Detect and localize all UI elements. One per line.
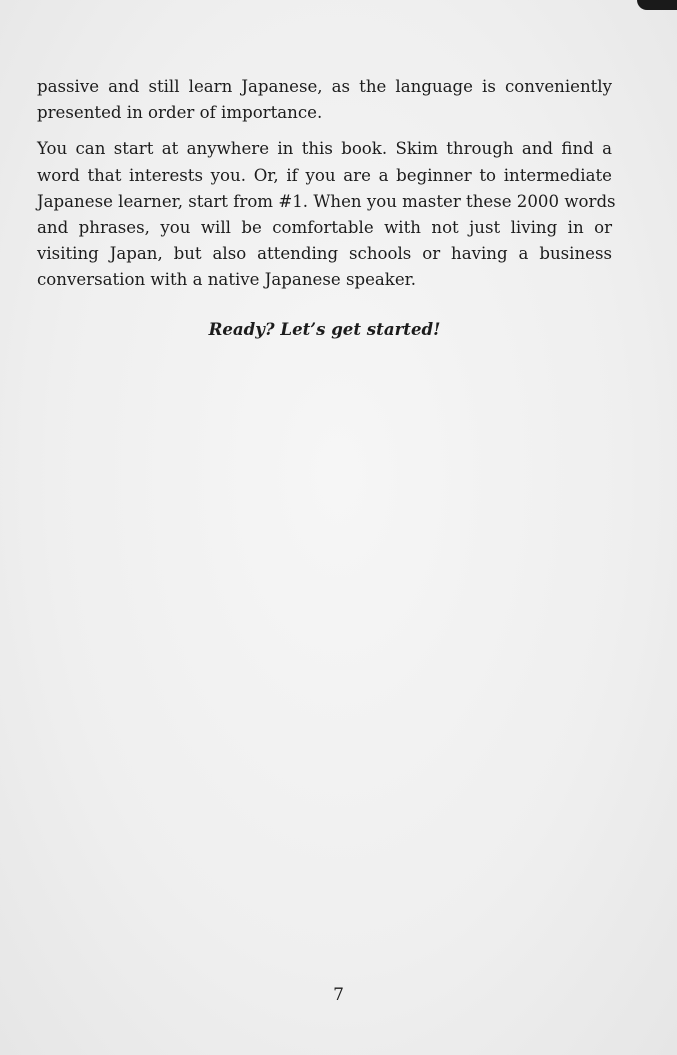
text-line: presented in order of importance. (37, 103, 323, 123)
page-text-block (37, 74, 616, 342)
paragraph-intro-continuation (37, 74, 612, 126)
text-line: You can start at anywhere in this book. Skim through and find a (37, 139, 612, 159)
page-corner-shadow (637, 0, 677, 10)
text-line: conversation with a native Japanese speaker. (37, 270, 417, 290)
paragraph-how-to-use (37, 136, 616, 293)
text-line: and phrases, you will be comfortable with not just living in or (37, 217, 612, 237)
page-number: 7 (333, 985, 344, 1005)
text-line: word that interests you. Or, if you are a beginner to intermediate (37, 165, 612, 185)
closing-line: Ready? Let’s get started! (208, 318, 441, 339)
text-line: visiting Japan, but also attending schools or having a business (37, 244, 612, 264)
text-line: passive and still learn Japanese, as the language is conveniently (37, 77, 612, 96)
text-line: Japanese learner, start from #1. When you master these 2000 words (37, 191, 616, 211)
